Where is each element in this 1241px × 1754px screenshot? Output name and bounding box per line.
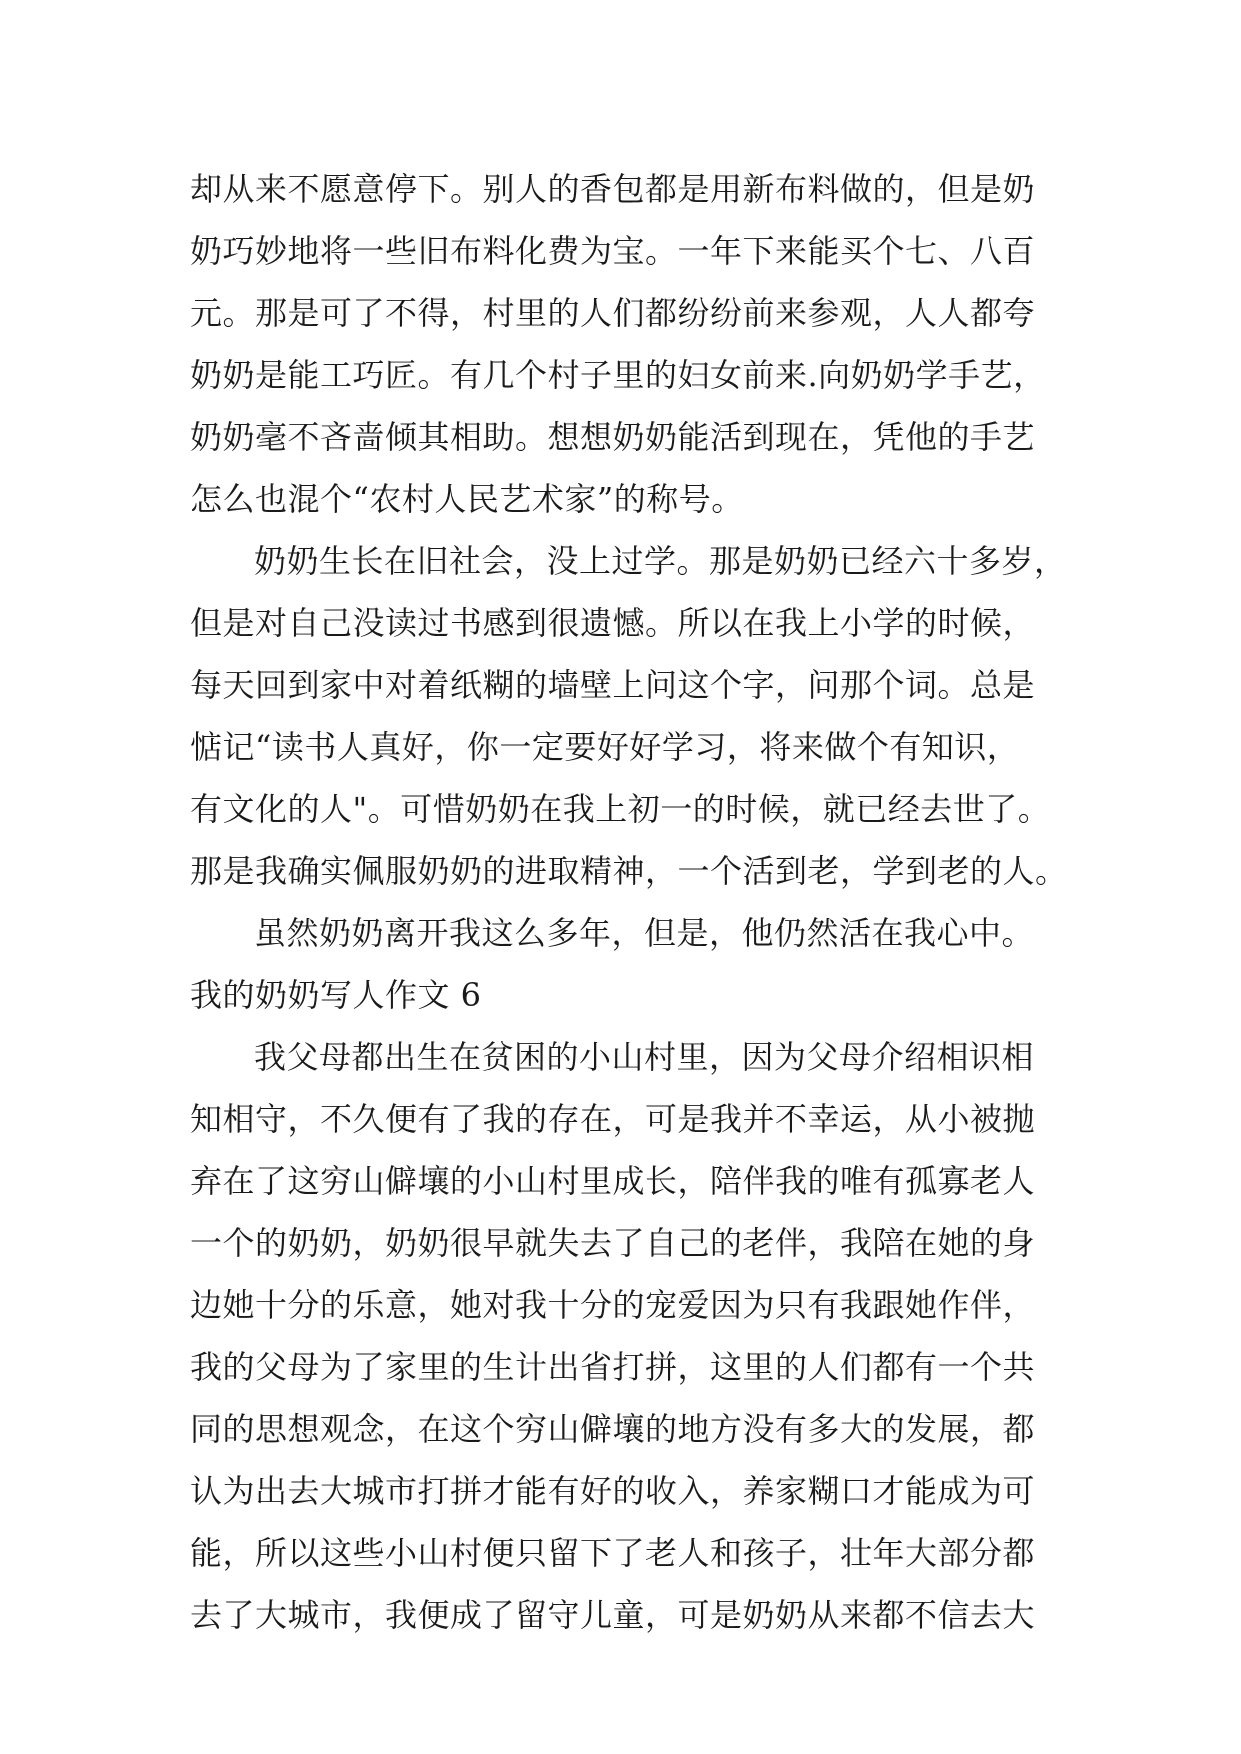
paragraph-start-line: 奶奶生长在旧社会，没上过学。那是奶奶已经六十多岁， bbox=[254, 542, 1067, 580]
text-line: 却从来不愿意停下。别人的香包都是用新布料做的，但是奶 bbox=[190, 170, 1036, 208]
text-line: 怎么也混个“农村人民艺术家”的称号。 bbox=[190, 480, 744, 518]
text-line: 去了大城市，我便成了留守儿童，可是奶奶从来都不信去大 bbox=[190, 1596, 1036, 1634]
text-line: 那是我确实佩服奶奶的进取精神，一个活到老，学到老的人。 bbox=[190, 852, 1068, 890]
text-line: 奶奶毫不吝啬倾其相助。想想奶奶能活到现在，凭他的手艺 bbox=[190, 418, 1036, 456]
text-line: 边她十分的乐意，她对我十分的宠爱因为只有我跟她作伴， bbox=[190, 1286, 1036, 1324]
section-heading: 我的奶奶写人作文 6 bbox=[190, 976, 482, 1014]
text-line: 但是对自己没读过书感到很遗憾。所以在我上小学的时候， bbox=[190, 604, 1036, 642]
text-line: 每天回到家中对着纸糊的墙壁上问这个字，问那个词。总是 bbox=[190, 666, 1036, 704]
text-line: 我的父母为了家里的生计出省打拼，这里的人们都有一个共 bbox=[190, 1348, 1036, 1386]
text-line: 一个的奶奶，奶奶很早就失去了自己的老伴，我陪在她的身 bbox=[190, 1224, 1036, 1262]
text-line: 弃在了这穷山僻壤的小山村里成长，陪伴我的唯有孤寡老人 bbox=[190, 1162, 1036, 1200]
text-line: 知相守，不久便有了我的存在，可是我并不幸运，从小被抛 bbox=[190, 1100, 1036, 1138]
essay-text bbox=[190, 158, 1070, 1646]
paragraph-start-line: 虽然奶奶离开我这么多年，但是，他仍然活在我心中。 bbox=[254, 914, 1035, 952]
text-line: 元。那是可了不得，村里的人们都纷纷前来参观，人人都夸 bbox=[190, 294, 1036, 332]
paragraph-start-line: 我父母都出生在贫困的小山村里，因为父母介绍相识相 bbox=[254, 1038, 1035, 1076]
text-line: 奶巧妙地将一些旧布料化费为宝。一年下来能买个七、八百 bbox=[190, 232, 1036, 270]
text-line: 同的思想观念，在这个穷山僻壤的地方没有多大的发展，都 bbox=[190, 1410, 1036, 1448]
text-line: 有文化的人"。可惜奶奶在我上初一的时候，就已经去世了。 bbox=[190, 790, 1051, 828]
text-line: 能，所以这些小山村便只留下了老人和孩子，壮年大部分都 bbox=[190, 1534, 1036, 1572]
text-line: 惦记“读书人真好，你一定要好好学习，将来做个有知识， bbox=[190, 728, 1020, 766]
text-line: 认为出去大城市打拼才能有好的收入，养家糊口才能成为可 bbox=[190, 1472, 1036, 1510]
text-line: 奶奶是能工巧匠。有几个村子里的妇女前来.向奶奶学手艺， bbox=[190, 356, 1046, 394]
